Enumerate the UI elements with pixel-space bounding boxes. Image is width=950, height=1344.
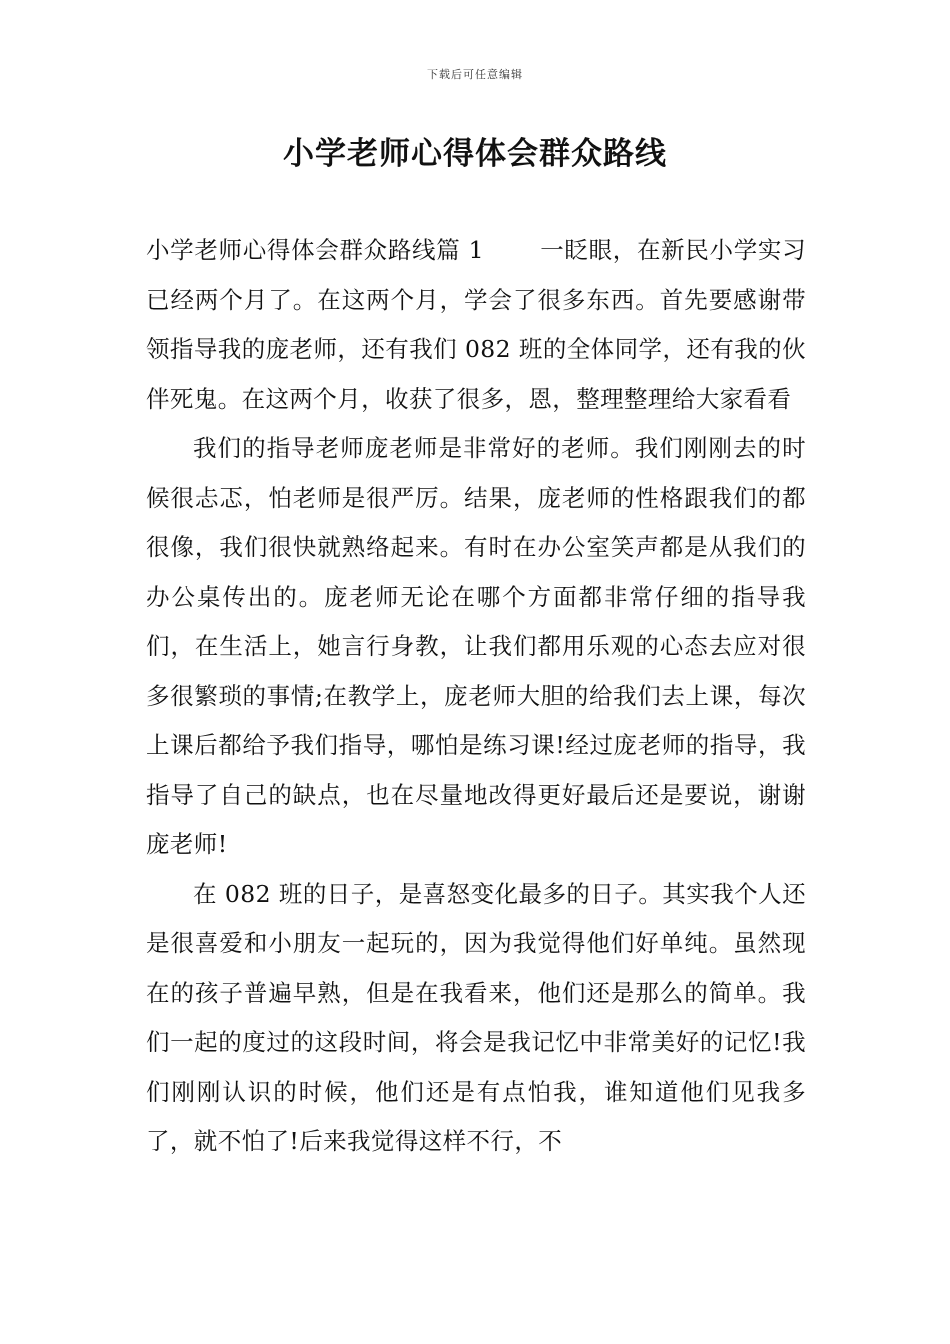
paragraph-2: 我们的指导老师庞老师是非常好的老师。我们刚刚去的时候很忐忑，怕老师是很严厉。结果，庞老师的性格跟我们的都很像，我们很快就熟络起来。有时在办公室笑声都是从我们的办公桌传出的。庞老师无论在哪个方面都非常仔细的指导我们，在生活上，她言行身教，让我们都用乐观的心态去应对很多很繁琐的事情;在教学上，庞老师大胆的给我们去上课，每次上课后都给予我们指导，哪怕是练习课!经过庞老师的指导，我指导了自己的缺点，也在尽量地改得更好最后还是要说，谢谢庞老师! xyxy=(146,434,806,858)
section-title: 小学老师心得体会群众路线篇 1 xyxy=(146,236,484,264)
document-title: 小学老师心得体会群众路线 xyxy=(283,136,667,172)
document-body xyxy=(146,226,806,1167)
paragraph-3: 在 082 班的日子，是喜怒变化最多的日子。其实我个人还是很喜爱和小朋友一起玩的，因为我觉得他们好单纯。虽然现在的孩子普遍早熟，但是在我看来，他们还是那么的简单。我们一起的度过的这段时间，将会是我记忆中非常美好的记忆!我们刚刚认识的时候，他们还是有点怕我，谁知道他们见我多了，就不怕了!后来我觉得这样不行，不 xyxy=(146,879,806,1155)
paragraph-1 xyxy=(146,226,806,424)
paragraph-1-text: 一眨眼，在新民小学实习已经两个月了。在这两个月，学会了很多东西。首先要感谢带领指导我的庞老师，还有我们 082 班的全体同学，还有我的伙伴死鬼。在这两个月，收获了很多，恩，整理整理给大家看看 xyxy=(146,236,806,413)
header-note: 下载后可任意编辑 xyxy=(427,68,523,81)
